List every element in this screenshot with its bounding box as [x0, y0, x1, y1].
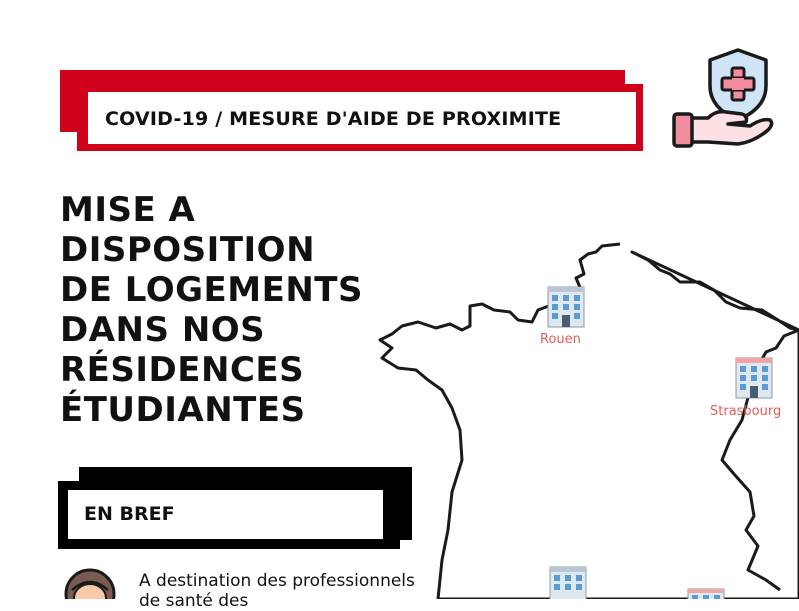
shield-hand-health-icon	[668, 46, 778, 156]
en-bref-label: EN BREF	[84, 503, 175, 525]
building-icon	[544, 283, 588, 329]
description-text: A destination des professionnels de santé des	[139, 571, 415, 611]
city-label-rouen: Rouen	[540, 332, 581, 347]
building-icon	[546, 563, 590, 599]
building-icon	[732, 354, 776, 400]
page-title: MISE A DISPOSITION DE LOGEMENTS DANS NOS RÉSIDENCES ÉTUDIANTES	[60, 190, 363, 430]
city-label-strasbourg: Strasbourg	[710, 404, 782, 419]
header-banner-text: COVID-19 / MESURE D'AIDE DE PROXIMITE	[105, 108, 562, 130]
building-icon	[684, 586, 728, 599]
person-avatar-icon	[64, 568, 116, 599]
